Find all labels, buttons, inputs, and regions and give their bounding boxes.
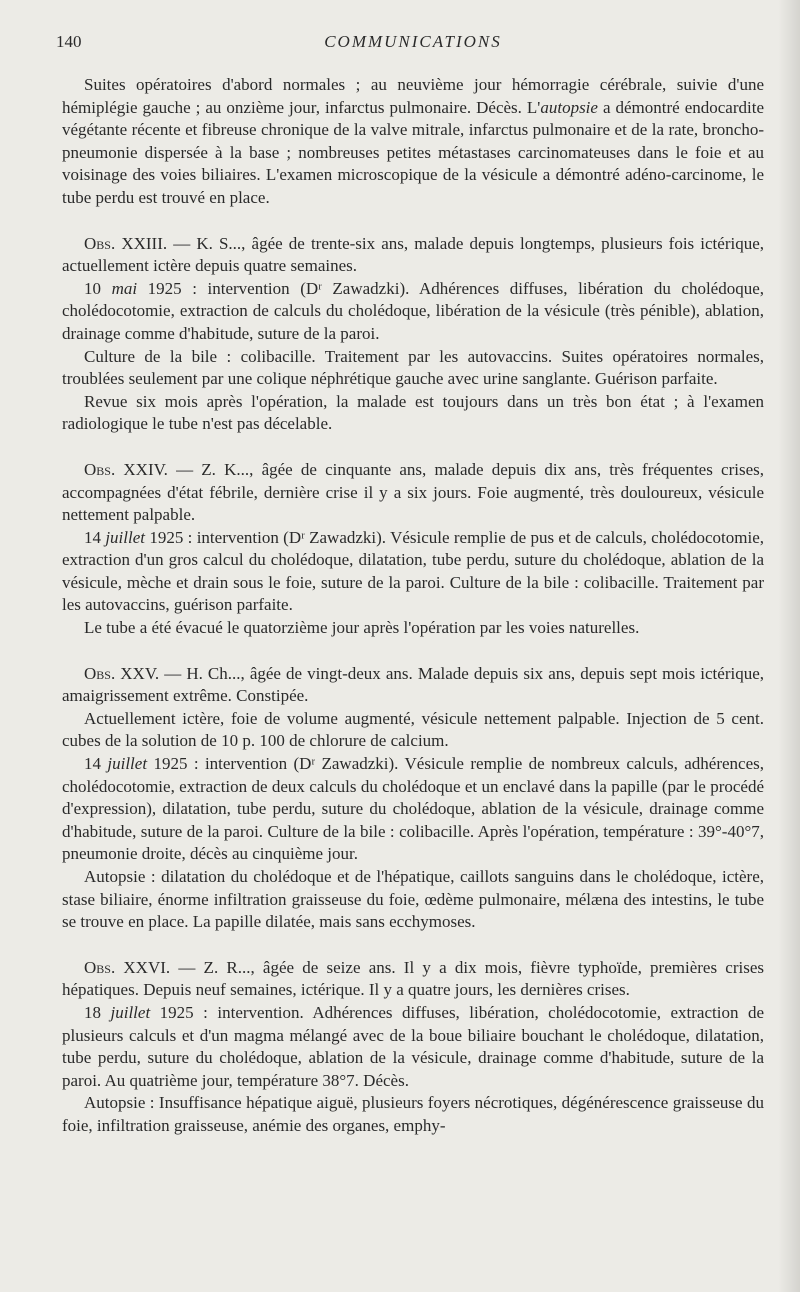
text-run: Le tube a été évacué le quatorzième jour après l'opération par les voies naturelles. <box>84 618 640 638</box>
body-text <box>62 74 764 1138</box>
paragraph <box>62 1002 764 1092</box>
italic-text: juillet <box>105 527 145 547</box>
running-title: COMMUNICATIONS <box>324 32 502 51</box>
text-run: Autopsie : dilatation du cholédoque et de l'hépatique, caillots sanguins dans le cholédoque, ictère, stase biliaire, énorme infiltration graisseuse du foie, œdème pulmonaire, mélæna des intestins, le tube se trouve en place. La papille dilatée, mais sans ecchymoses. <box>62 867 764 932</box>
page-number: 140 <box>56 32 82 51</box>
text-run: 10 <box>84 278 112 298</box>
text-run: 18 <box>84 1002 111 1022</box>
text-run: Actuellement ictère, foie de volume augmenté, vésicule nettement palpable. Injection de 5 cent. cubes de la solution de 10 p. 100 de chlorure de calcium. <box>62 708 764 751</box>
paragraph <box>62 1092 764 1137</box>
paragraph <box>62 391 764 436</box>
paragraph <box>62 459 764 527</box>
text-run: — Z. K..., âgée de cinquante ans, malade depuis dix ans, très fréquentes crises, accompagnées d'état fébrile, dernière crise il y a six jours. Foie augmenté, très douloureux, vésicule nettement palpable. <box>62 459 764 525</box>
observation-heading: Obs. XXIII. <box>84 233 168 253</box>
observation-heading: Obs. XXIV. <box>84 459 168 479</box>
italic-text: autopsie <box>540 97 598 117</box>
text-run: 1925 : intervention (Dʳ Zawadzki). Vésicule remplie de nombreux calculs, adhérences, cholédocotomie, extraction de deux calculs du cholédoque et un enclavé dans la papille (par le procédé d'expression), dilatation, tube perdu, suture du cholédoque, ablation de la vésicule, drainage comme d'habitude, suture de la paroi. Culture de la bile : colibacille. Après l'opération, température : 39°-40°7, pneumonie droite, décès au cinquième jour. <box>62 754 764 864</box>
text-run: Culture de la bile : colibacille. Traitement par les autovaccins. Suites opératoires normales, troublées seulement par une colique néphrétique gauche avec urine sanglante. Guérison parfaite. <box>62 346 764 389</box>
page-edge-shadow <box>778 0 800 1292</box>
italic-text: juillet <box>107 754 148 774</box>
paragraph <box>62 346 764 391</box>
paragraph <box>62 233 764 278</box>
text-run: — K. S..., âgée de trente-six ans, malade depuis longtemps, plusieurs fois ictérique, actuellement ictère depuis quatre semaines. <box>62 233 764 276</box>
text-run: 1925 : intervention. Adhérences diffuses, libération, cholédocotomie, extraction de plusieurs calculs et d'un magma mélangé avec de la boue biliaire bouchant le cholédoque, dilatation, tube perdu, suture du cholédoque, ablation de la vésicule, drainage comme d'habitude, suture de la paroi. Au quatrième jour, température 38°7. Décès. <box>62 1002 764 1090</box>
text-run: — Z. R..., âgée de seize ans. Il y a dix mois, fièvre typhoïde, premières crises hépatiques. Depuis neuf semaines, ictérique. Il y a quatre jours, les dernières crises. <box>62 957 764 1000</box>
paragraph <box>62 617 764 640</box>
text-run: a démontré endocardite végétante récente et fibreuse chronique de la valve mitrale, infarctus pulmonaire et de la rate, broncho-pneumonie dispersée à la base ; nombreuses petites métastases carcinomateuses dans le foie et au voisinage des voies biliaires. L'examen microscopique de la vésicule a démontré adéno-carcinome, le tube perdu est trouvé en place. <box>62 97 764 207</box>
paragraph <box>62 957 764 1002</box>
paragraph <box>62 708 764 753</box>
paragraph <box>62 278 764 346</box>
italic-text: juillet <box>110 1002 151 1022</box>
text-run: 14 <box>84 527 106 547</box>
observation-heading: Obs. XXVI. <box>84 957 171 977</box>
text-run: Suites opératoires d'abord normales ; au neuvième jour hémorragie cérébrale, suivie d'une hémiplégie gauche ; au onzième jour, infarctus pulmonaire. Décès. L' <box>62 75 764 117</box>
paragraph <box>62 866 764 934</box>
page-header <box>56 28 764 56</box>
text-run: Revue six mois après l'opération, la malade est toujours dans un très bon état ; à l'examen radiologique le tube n'est pas décelable. <box>62 391 764 434</box>
text-run: 1925 : intervention (Dʳ Zawadzki). Vésicule remplie de pus et de calculs, cholédocotomie, extraction d'un gros calcul du cholédoque, dilatation, tube perdu, suture du cholédoque, ablation de la vésicule, mèche et drain sous le foie, suture de la paroi. Culture de la bile : colibacille. Traitement par les autovaccins, guérison parfaite. <box>62 527 764 615</box>
paragraph <box>62 663 764 708</box>
paragraph <box>62 753 764 866</box>
paragraph <box>62 74 764 210</box>
text-run: 14 <box>84 754 108 774</box>
text-run: 1925 : intervention (Dʳ Zawadzki). Adhérences diffuses, libération du cholédoque, cholédocotomie, extraction de calculs du cholédoque, libération de la vésicule (très pénible), ablation, drainage comme d'habitude, suture de la paroi. <box>62 278 765 343</box>
observation-heading: Obs. XXV. <box>84 663 160 683</box>
text-run: Autopsie : Insuffisance hépatique aiguë, plusieurs foyers nécrotiques, dégénérescence graisseuse du foie, infiltration graisseuse, anémie des organes, emphy- <box>62 1093 764 1135</box>
text-run: — H. Ch..., âgée de vingt-deux ans. Malade depuis six ans, depuis sept mois ictérique, amaigrissement extrême. Constipée. <box>62 663 764 706</box>
italic-text: mai <box>111 278 138 298</box>
paragraph <box>62 527 764 617</box>
